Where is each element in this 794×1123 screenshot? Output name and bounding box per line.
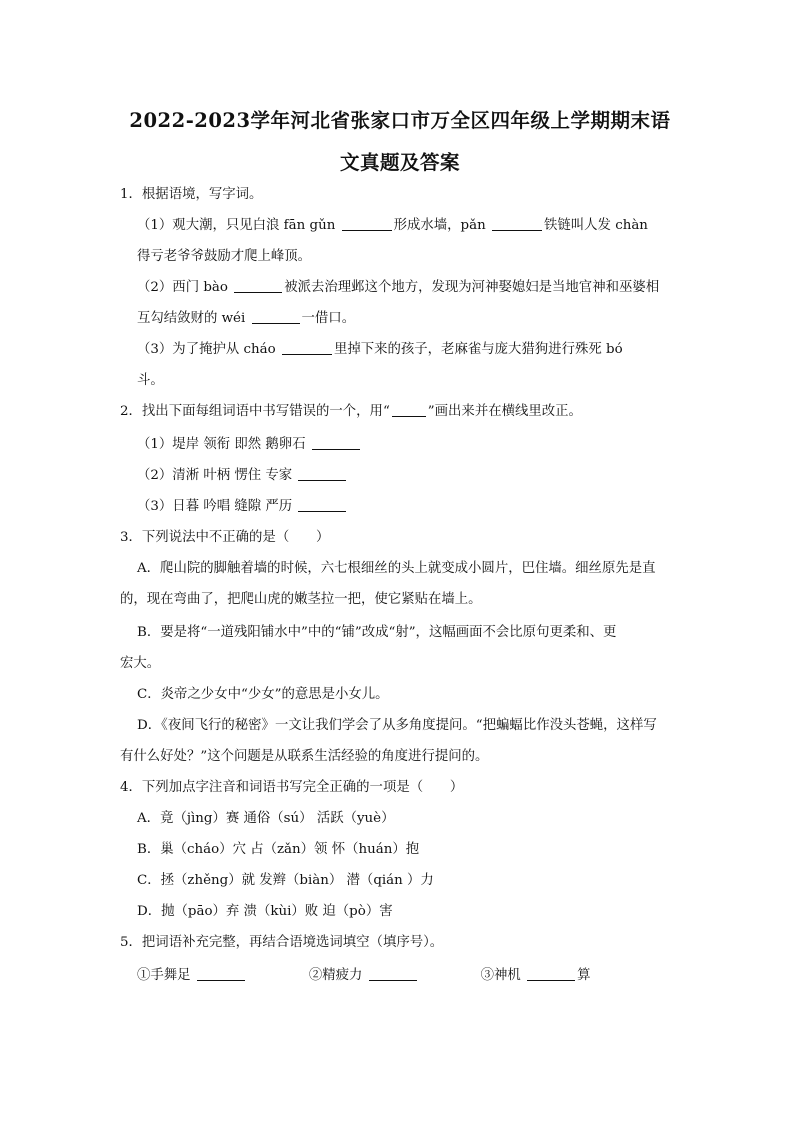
q3-option-c: C．炎帝之少女中“少女”的意思是小女儿。 <box>137 687 389 702</box>
answer-blank[interactable] <box>527 966 575 981</box>
answer-blank[interactable] <box>312 435 360 450</box>
q3-option-d-line-1: D．《夜间飞行的秘密》一文让我们学会了从多角度提问。“把蝙蝠比作没头苍蝇，这样写 <box>137 718 657 733</box>
q2-item-1 <box>137 435 362 455</box>
q5-option-3-text: ③神机 <box>480 968 526 983</box>
answer-blank[interactable] <box>234 278 282 293</box>
q1-stem: 1．根据语境，写字词。 <box>120 187 263 202</box>
answer-blank[interactable] <box>298 466 346 481</box>
q1-line-4 <box>137 309 355 329</box>
q1-line-5 <box>137 340 623 360</box>
answer-blank[interactable] <box>252 309 300 324</box>
q1-line-3-text-b: 被派去治理邺这个地方，发现为河神娶媳妇是当地官神和巫婆相 <box>284 280 660 295</box>
q2-stem-text-a: 2．找出下面每组词语中书写错误的一个，用“ <box>120 404 390 419</box>
q1-line-4-text-a: 互勾结敛财的 wéi <box>137 311 250 326</box>
q2-item-3-text: （3）日暮 吟唱 缝隙 严历 <box>137 499 297 514</box>
q1-line-1 <box>137 216 648 236</box>
answer-blank[interactable] <box>282 340 332 355</box>
q5-option-3-suffix: 算 <box>577 968 591 983</box>
q3-option-b-line-2: 宏大。 <box>120 656 161 671</box>
q1-line-1-text-b: 形成水墙，pǎn <box>393 218 490 233</box>
q1-line-6: 斗。 <box>137 373 164 388</box>
q3-option-d-line-2: 有什么好处？”这个问题是从联系生活经验的角度进行提问的。 <box>120 749 489 764</box>
q3-option-a-line-1: A．爬山院的脚触着墙的时候，六七根细丝的头上就变成小圆片，巴住墙。细丝原先是直 <box>137 561 656 576</box>
q5-option-2-text: ②精疲力 <box>308 968 367 983</box>
q4-option-a: A．竟（jìng）赛 通俗（sú） 活跃（yuè） <box>137 811 395 826</box>
answer-blank[interactable] <box>492 216 542 231</box>
q1-line-1-text-a: （1）观大潮，只见白浪 fān gǔn <box>137 218 340 233</box>
q2-stem-text-b: ”画出来并在横线里改正。 <box>427 404 582 419</box>
document-title-line-2: 文真题及答案 <box>339 151 460 174</box>
q3-stem: 3．下列说法中不正确的是（ ） <box>120 530 330 545</box>
q2-item-2 <box>137 466 348 486</box>
q1-line-2: 得亏老爷爷鼓励才爬上峰顶。 <box>137 249 312 264</box>
answer-blank[interactable] <box>197 966 245 981</box>
q1-line-3-text-a: （2）西门 bào <box>137 280 233 295</box>
answer-blank[interactable] <box>298 497 346 512</box>
q2-item-1-text: （1）堤岸 领衔 即然 鹅卵石 <box>137 437 310 452</box>
q5-options <box>137 966 590 986</box>
q5-option-1-text: ①手舞足 <box>137 968 195 983</box>
q4-option-d: D．抛（pāo）弃 溃（kùi）败 迫（pò）害 <box>137 904 393 919</box>
q4-option-b: B．巢（cháo）穴 占（zǎn）领 怀（huán）抱 <box>137 842 420 857</box>
q2-stem <box>120 402 582 422</box>
q4-option-c: C．拯（zhěng）就 发辫（biàn） 潜（qián ）力 <box>137 873 434 888</box>
document-title-line-1: 2022-2023学年河北省张家口市万全区四年级上学期期末语 <box>129 109 671 132</box>
q1-line-1-text-c: 铁链叫人发 chàn <box>543 218 648 233</box>
q4-stem: 4．下列加点字注音和词语书写完全正确的一项是（ ） <box>120 780 464 795</box>
q2-item-3 <box>137 497 348 517</box>
q3-option-b-line-1: B．要是将“一道残阳铺水中”中的“铺”改成“射”，这幅画面不会比原句更柔和、更 <box>137 625 617 640</box>
answer-blank[interactable] <box>342 216 392 231</box>
q3-option-a-line-2: 的，现在弯曲了，把爬山虎的嫩茎拉一把，使它紧贴在墙上。 <box>120 592 482 607</box>
q1-line-3 <box>137 278 659 298</box>
q1-line-5-text-a: （3）为了掩护从 cháo <box>137 342 280 357</box>
q1-line-4-text-b: 一借口。 <box>301 311 356 326</box>
q1-line-5-text-b: 里掉下来的孩子，老麻雀与庞大猎狗进行殊死 bó <box>333 342 623 357</box>
q2-item-2-text: （2）清淅 叶柄 愣住 专家 <box>137 468 297 483</box>
answer-blank <box>392 402 426 417</box>
q5-stem: 5．把词语补充完整，再结合语境选词填空（填序号）。 <box>120 935 444 950</box>
answer-blank[interactable] <box>369 966 417 981</box>
